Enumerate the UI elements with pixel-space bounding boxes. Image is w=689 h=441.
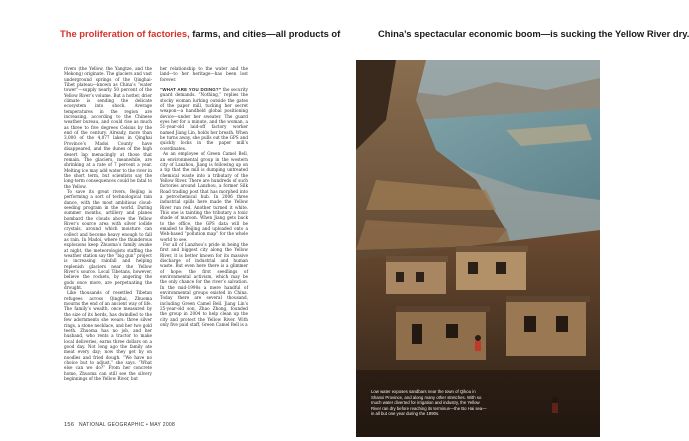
section-lead-in: “WHAT ARE YOU DOING?”: [160, 87, 222, 93]
paragraph: For all of Lanzhou’s pride in being the first and biggest city along the Yellow River, it is better known for its massive discharge of industrial and human waste. But even here there is a glimmer of hope: the first seedlings of environmental activism, which may be the only chance for the river’s salvation. In the mid-1990s a mere handful of environmental groups existed in China. Today there are several thousand, including Green Camel Bell. Jiang Lin’s 25-year-old son, Zhao Zhong, founded the group in 2004 to help clean up the city and protect the Yellow River. With only five paid staff, Green Camel Bell is a: [160, 242, 248, 328]
headline-right: China’s spectacular economic boom—is sucking the Yellow River dry.: [378, 28, 689, 39]
photo-caption: Low water exposes sandbars near the town of Qikou in Shanxi Province, and along many other stretches. With so much water diverted for irrigation and industry, the Yellow River ran dry before reaching its terminus—the Bo Hai sea—in all but one year during the 1990s.: [371, 389, 487, 417]
paragraph: rivers (the Yellow, the Yangtze, and the Mekong) originate. The glaciers and vast underground springs of the Qinghai-Tibet plateau—known as China’s “water tower”—supply nearly 50 percent of the Yellow River’s volume. But a hotter, drier climate is sending the delicate ecosystem into shock. Average temperatures in the region are increasing, according to the Chinese weather bureau, and could rise as much as three to five degrees Celsius by the end of the century. Already, more than 3,000 of the 4,077 lakes in Qinghai Province’s Madoi County have disappeared, and the dunes of the high desert lap menacingly at those that remain. The glaciers, meanwhile, are shrinking at a rate of 7 percent a year. Melting ice may add water to the river in the short term, but scientists say the long-term consequences could be fatal to the Yellow.: [64, 66, 152, 189]
photo-illustration: [356, 60, 600, 437]
paragraph: Like thousands of resettled Tibetan refugees across Qinghai, Zhuoma mourns the end of an ancient way of life. The family’s wealth, once measured by the size of its herds, has dwindled to the few adornments she wears: three silver rings, a stone necklace, and her two gold teeth. Zhuoma has no job, and her husband, who rents a tractor to make local deliveries, earns three dollars on a good day. Not long ago the family ate meat every day; now they get by on noodles and fried dough. “We have no choice but to adjust,” she says. “What else can we do?” From her concrete home, Zhuoma can still see the silvery beginnings of the Yellow River, but: [64, 290, 152, 381]
paragraph: As an employee of Green Camel Bell, an environmental group in the western city of Lanzhou, Jiang is following up on a tip that the mill is dumping untreated chemical waste into a tributary of the Yellow River. There are hundreds of such factories around Lanzhou, a former Silk Road trading post that has morphed into a petrochemical hub. In 2006 three industrial spills here made the Yellow River run red. Another turned it white. This one is tainting the tributary a toxic shade of maroon. When Jiang gets back to the office, the GPS data will be emailed to Beijing and uploaded onto a Web-based “pollution map” for the whole world to see.: [160, 151, 248, 242]
page-number: 156: [64, 422, 75, 428]
text-column-2: [160, 66, 248, 406]
photograph-yellow-river-village: [356, 60, 600, 437]
publication-line: NATIONAL GEOGRAPHIC • MAY 2008: [78, 422, 176, 428]
paragraph-text: the security guard demands. “Nothing,” replies the stocky woman lurking outside the gates of the paper mill, tucking her secret weapon—a handheld global positioning device—under her sweater. The guard eyes her for a minute, and the woman, a 51-year-old laid-off factory worker named Jiang Lin, holds her breath. When he turns away, she pulls out the GPS and quickly locks in the paper mill’s coordinates.: [160, 87, 248, 151]
headline-highlight: The proliferation of factories,: [60, 28, 190, 39]
paragraph: her relationship to the water and the land—to her heritage—has been lost forever.: [160, 66, 248, 82]
text-column-1: [64, 66, 152, 406]
headline-left: farms, and cities—all products of: [189, 28, 341, 39]
section-paragraph: [160, 87, 248, 151]
page-footer: [64, 422, 175, 430]
headline: [60, 28, 689, 40]
paragraph: To save its great rivers, Beijing is performing a sort of technological rain dance, with the most ambitious cloud-seeding program in the world. During summer months, artillery and planes bombard the clouds above the Yellow River’s source area with silver iodide crystals, around which moisture can collect and become heavy enough to fall as rain. In Madoi, where the thunderous explosions keep Zhuoma’s family awake at night, the meteorologists staffing the weather station say the “big gun” project is increasing rainfall and helping replenish glaciers near the Yellow River’s source. Local Tibetans, however, believe the rockets, by angering the gods once more, are perpetuating the drought.: [64, 188, 152, 291]
